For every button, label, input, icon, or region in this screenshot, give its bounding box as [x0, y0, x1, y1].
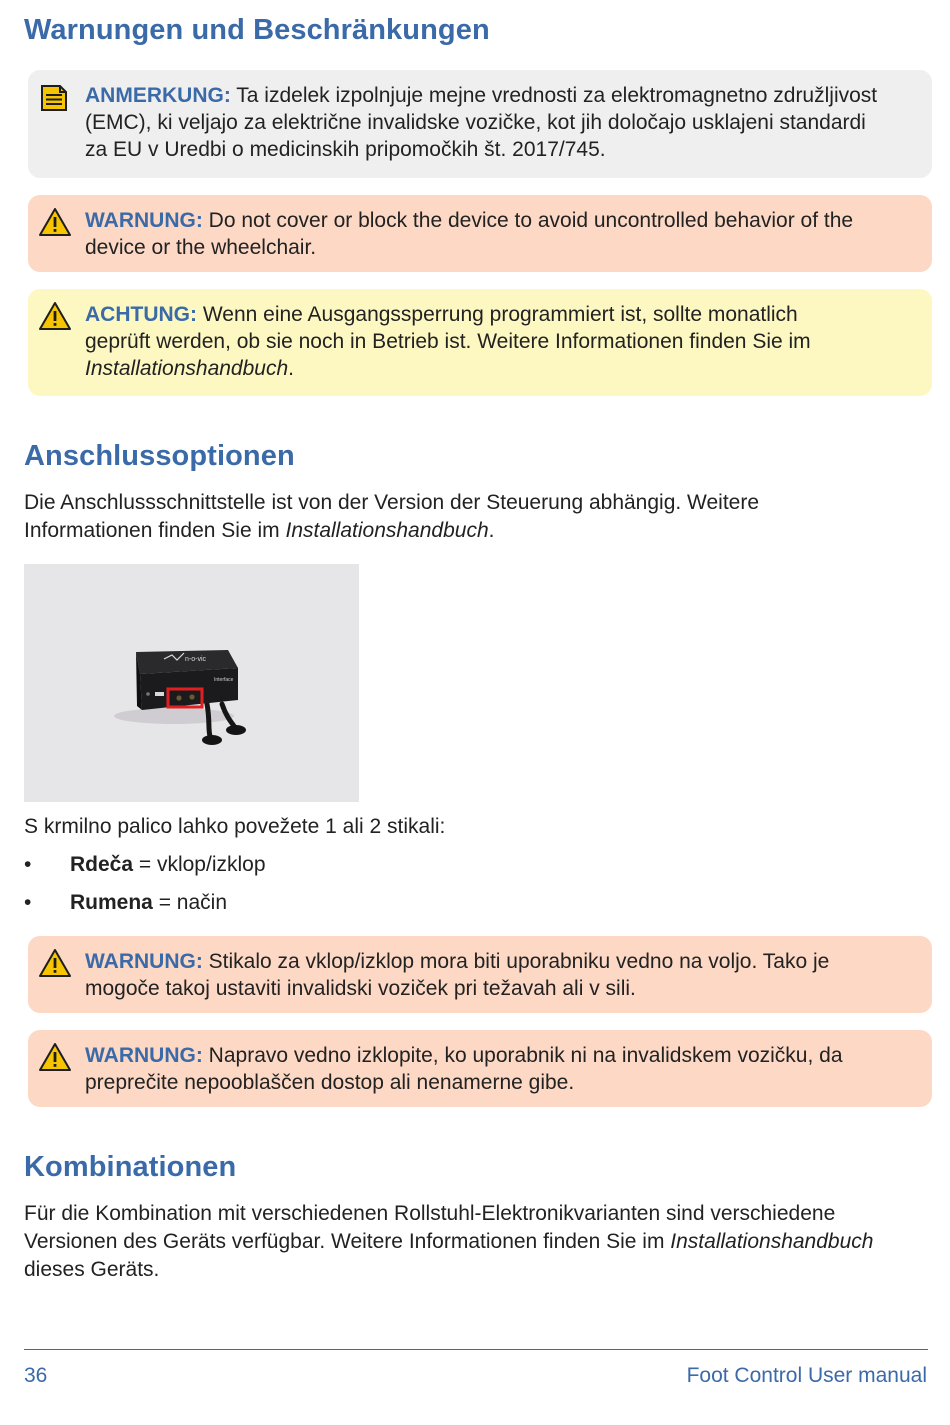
- device-label-text: Interface: [214, 677, 234, 683]
- list-item: [24, 851, 624, 881]
- warning-triangle-icon: [38, 207, 72, 237]
- section-title-warnings: Warnungen und Beschränkungen: [24, 14, 490, 46]
- notice-box-emc: [28, 70, 932, 178]
- note-icon: [40, 84, 68, 112]
- warning-triangle-icon: [38, 1042, 72, 1072]
- section-title-connection: Anschlussoptionen: [24, 440, 295, 472]
- caution-box-lockout: [28, 289, 932, 396]
- warning-label: WARNUNG:: [85, 950, 203, 973]
- device-brand-text: n-o-vic: [185, 656, 207, 663]
- combinations-line-2: Versionen des Geräts verfügbar. Weitere Informationen finden Sie im: [24, 1230, 671, 1253]
- notice-line-2: (EMC), ki veljajo za električne invalidske vozičke, kot jih določajo usklajeni standardi: [85, 111, 866, 134]
- warning-label: WARNUNG:: [85, 1044, 203, 1067]
- bullet-bold-yellow: Rumena: [70, 891, 153, 914]
- warning-triangle-icon: [38, 948, 72, 978]
- combinations-line-3: dieses Geräts.: [24, 1258, 160, 1281]
- warning-line-1: Stikalo za vklop/izklop mora biti uporabniku vedno na voljo. Tako je: [208, 950, 830, 973]
- warning-box-turn-off: [28, 1030, 932, 1107]
- warning-line-1: Do not cover or block the device to avoid uncontrolled behavior of the: [208, 209, 854, 232]
- connection-paragraph: [24, 489, 934, 545]
- bullet-text-yellow: = način: [152, 891, 227, 914]
- warning-line-1: Napravo vedno izklopite, ko uporabnik ni na invalidskem vozičku, da: [208, 1044, 843, 1067]
- list-item: [24, 889, 624, 919]
- device-photo: [24, 564, 359, 802]
- notice-line-1: Ta izdelek izpolnjuje mejne vrednosti za elektromagnetno združljivost: [236, 84, 878, 107]
- caution-text: [85, 301, 912, 382]
- warning-triangle-icon: [38, 301, 72, 331]
- connection-manual-ref: Installationshandbuch: [285, 519, 489, 542]
- combinations-line-1: Für die Kombination mit verschiedenen Rollstuhl-Elektronikvarianten sind verschiedene: [24, 1202, 836, 1225]
- bullet-dot: •: [24, 853, 32, 876]
- warning-text: [85, 1042, 912, 1096]
- warning-line-2: mogoče takoj ustaviti invalidski voziček pri težavah ali v sili.: [85, 977, 636, 1000]
- page-number: 36: [24, 1364, 48, 1387]
- section-title-combinations: Kombinationen: [24, 1151, 237, 1183]
- caution-line-2: geprüft werden, ob sie noch in Betrieb ist. Weitere Informationen finden Sie im: [85, 330, 811, 353]
- caution-label: ACHTUNG:: [85, 303, 197, 326]
- notice-text: [85, 82, 912, 163]
- bullet-dot: •: [24, 891, 32, 914]
- warning-line-2: device or the wheelchair.: [85, 236, 317, 259]
- notice-line-3: za EU v Uredbi o medicinskih pripomočkih št. 2017/745.: [85, 138, 606, 161]
- bullet-bold-red: Rdeča: [70, 853, 134, 876]
- bullet-text-red: = vklop/izklop: [133, 853, 266, 876]
- warning-box-switch: [28, 936, 932, 1013]
- warning-label: WARNUNG:: [85, 209, 203, 232]
- warning-text: [85, 207, 912, 261]
- interface-device-illustration: [24, 564, 359, 802]
- connection-line-2: Informationen finden Sie im: [24, 519, 286, 542]
- manual-title: Foot Control User manual: [686, 1364, 927, 1387]
- footer-divider: [24, 1349, 928, 1350]
- warning-text: [85, 948, 912, 1002]
- caution-manual-ref: Installationshandbuch: [85, 357, 289, 380]
- caution-period: .: [288, 357, 294, 380]
- caution-line-1: Wenn eine Ausgangssperrung programmiert ist, sollte monatlich: [202, 303, 798, 326]
- combinations-paragraph: [24, 1200, 944, 1284]
- warning-line-2: preprečite nepooblaščen dostop ali nenamerne gibe.: [85, 1071, 575, 1094]
- combinations-manual-ref: Installationshandbuch: [670, 1230, 874, 1253]
- warning-box-cover: [28, 195, 932, 272]
- switches-intro: S krmilno palico lahko povežete 1 ali 2 stikali:: [24, 815, 446, 838]
- connection-line-1: Die Anschlussschnittstelle ist von der Version der Steuerung abhängig. Weitere: [24, 491, 760, 514]
- connection-period: .: [488, 519, 495, 542]
- notice-label: ANMERKUNG:: [85, 84, 231, 107]
